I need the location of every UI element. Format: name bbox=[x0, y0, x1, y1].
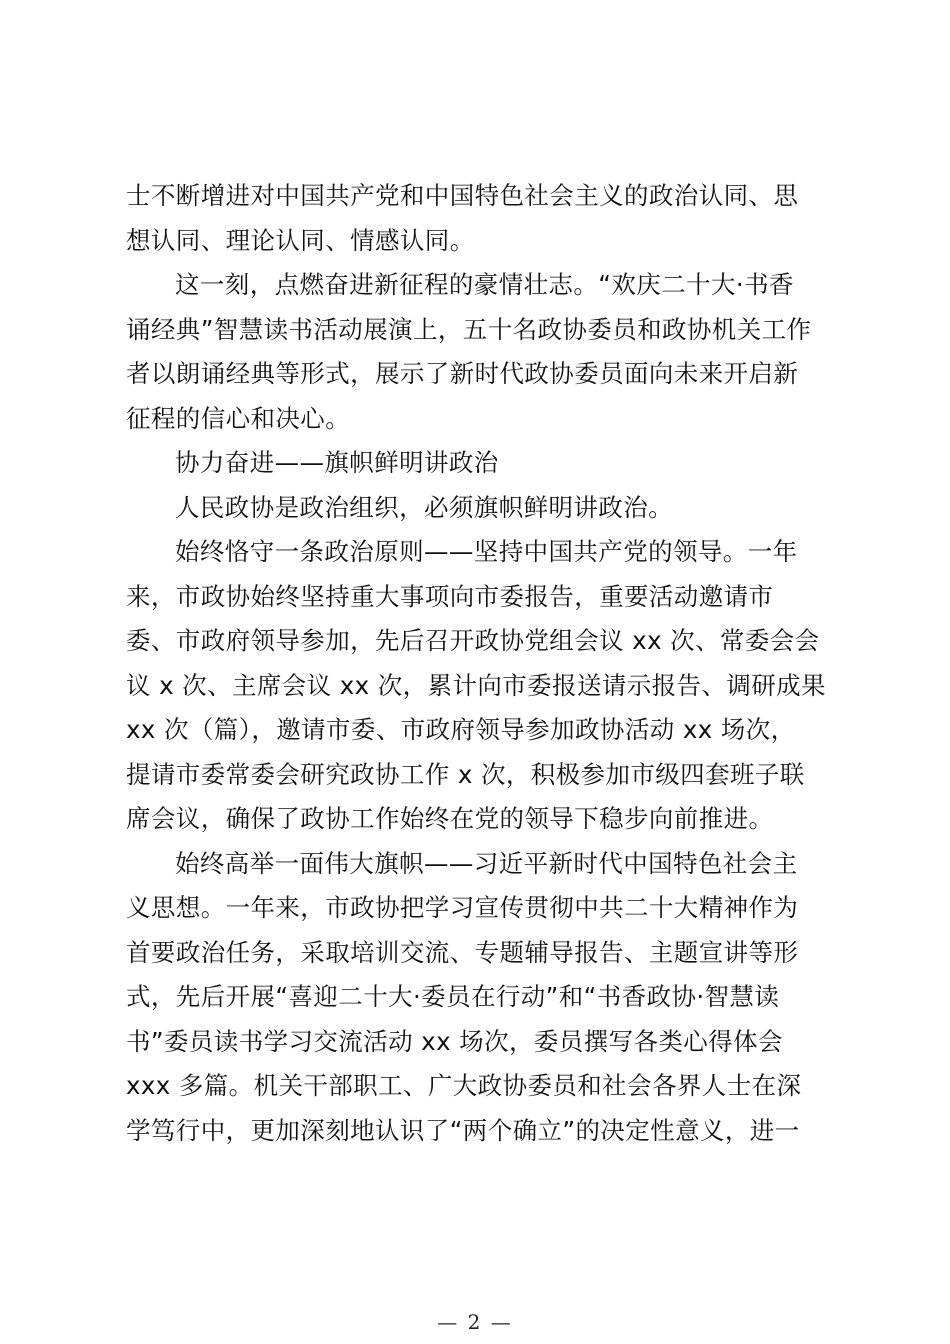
paragraph-start-line: 始终恪守一条政治原则——坚持中国共产党的领导。一年 bbox=[175, 537, 798, 566]
text-line: 义思想。一年来，市政协把学习宣传贯彻中共二十大精神作为 bbox=[126, 893, 799, 922]
text-line: 席会议，确保了政协工作始终在党的领导下稳步向前推进。 bbox=[126, 804, 774, 833]
text-line: 学笃行中，更加深刻地认识了“两个确立”的决定性意义，进一 bbox=[126, 1115, 800, 1145]
text-line: 来，市政协始终坚持重大事项向市委报告，重要活动邀请市 bbox=[126, 581, 774, 611]
text-line: 士不断增进对中国共产党和中国特色社会主义的政治认同、思 bbox=[126, 181, 799, 210]
paragraph-start-line: 这一刻，点燃奋进新征程的豪情壮志。“欢庆二十大·书香 bbox=[175, 270, 794, 299]
section-heading: 协力奋进——旗帜鲜明讲政治 bbox=[175, 448, 499, 477]
paragraph-start-line: 始终高举一面伟大旗帜——习近平新时代中国特色社会主 bbox=[175, 848, 798, 878]
text-line: 式，先后开展“喜迎二十大·委员在行动”和“书香政协·智慧读 bbox=[126, 982, 780, 1011]
text-line: 想认同、理论认同、情感认同。 bbox=[126, 225, 475, 255]
text-line: 书”委员读书学习交流活动 xx 场次，委员撰写各类心得体会 bbox=[126, 1026, 783, 1056]
text-line: 委、市政府领导参加，先后召开政协党组会议 xx 次、常委会会 bbox=[126, 626, 820, 655]
text-line: 者以朗诵经典等形式，展示了新时代政协委员面向未来开启新 bbox=[126, 359, 799, 388]
text-line: xxx 多篇。机关干部职工、广大政协委员和社会各界人士在深 bbox=[126, 1071, 802, 1100]
page-number: — 2 — bbox=[437, 1310, 513, 1334]
paragraph-start-line: 人民政协是政治组织，必须旗帜鲜明讲政治。 bbox=[175, 492, 673, 522]
text-line: 提请市委常委会研究政协工作 x 次，积极参加市级四套班子联 bbox=[126, 759, 805, 789]
text-line: 征程的信心和决心。 bbox=[126, 403, 351, 433]
text-line: 诵经典”智慧读书活动展演上，五十名政协委员和政协机关工作 bbox=[126, 314, 812, 344]
text-line: xx 次（篇），邀请市委、市政府领导参加政协活动 xx 场次， bbox=[126, 715, 796, 744]
text-line: 议 x 次、主席会议 xx 次，累计向市委报送请示报告、调研成果 bbox=[126, 670, 826, 700]
text-line: 首要政治任务，采取培训交流、专题辅导报告、主题宣讲等形 bbox=[126, 937, 799, 967]
document-body bbox=[126, 174, 832, 1153]
